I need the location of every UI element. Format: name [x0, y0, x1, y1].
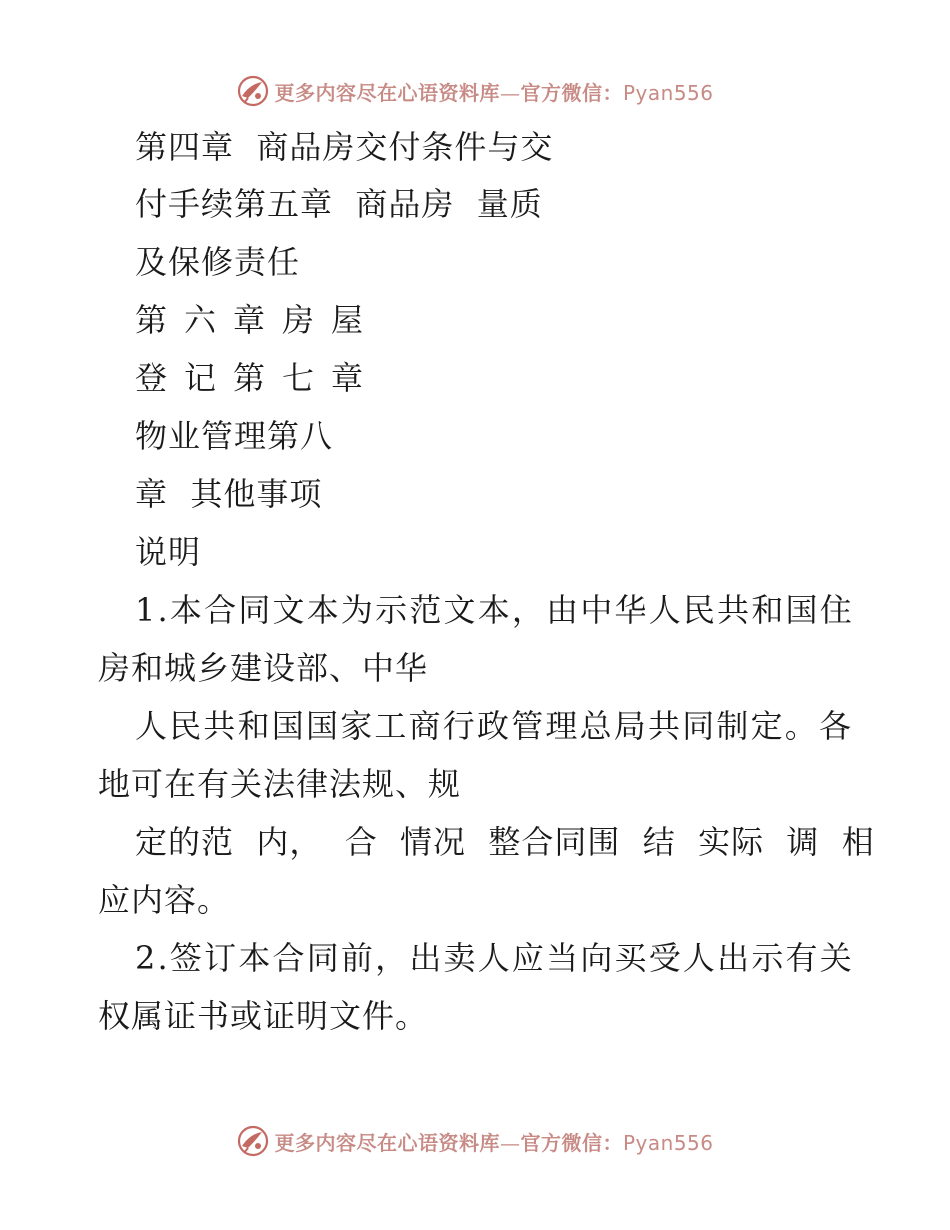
watermark-dash: —	[499, 80, 521, 105]
text-line: 房和城乡建设部、中华	[98, 649, 429, 687]
watermark-text	[274, 77, 713, 106]
watermark-label: 官方微信：	[520, 80, 623, 105]
watermark-brand: 更多内容尽在心语资料库	[274, 80, 500, 105]
watermark-text	[274, 1127, 713, 1156]
header-watermark	[0, 71, 950, 111]
text-line: 第六章房屋	[135, 301, 381, 339]
text-line: 2.签订本合同前，出卖人应当向买受人出示有关	[135, 939, 854, 977]
text-line: 及保修责任	[135, 243, 301, 281]
text-line: 第四章 商品房交付条件与交	[135, 128, 554, 166]
text-line: 应内容。	[98, 881, 231, 919]
watermark-account: Pyan556	[622, 80, 714, 105]
watermark-dash: —	[499, 1130, 521, 1155]
text-line: 物业管理第八	[135, 417, 334, 455]
text-line: 1.本合同文本为示范文本，由中华人民共和国住	[135, 591, 854, 629]
watermark-account: Pyan556	[622, 1130, 714, 1155]
text-line: 定的范 内， 合 情况 整合同围 结 实际 调 相	[135, 823, 875, 861]
text-line: 说明	[135, 533, 202, 571]
footer-watermark	[0, 1121, 950, 1161]
watermark-brand: 更多内容尽在心语资料库	[274, 1130, 500, 1155]
text-line: 章 其他事项	[135, 475, 323, 513]
pen-logo-icon	[236, 74, 270, 108]
pen-logo-icon	[236, 1124, 270, 1158]
text-line: 付手续第五章 商品房 量质	[135, 185, 543, 223]
watermark-label: 官方微信：	[520, 1130, 623, 1155]
text-line: 人民共和国国家工商行政管理总局共同制定。各	[135, 707, 854, 745]
text-line: 登记第七章	[135, 359, 381, 397]
text-line: 地可在有关法律法规、规	[98, 765, 462, 803]
text-line: 权属证书或证明文件。	[98, 997, 429, 1035]
